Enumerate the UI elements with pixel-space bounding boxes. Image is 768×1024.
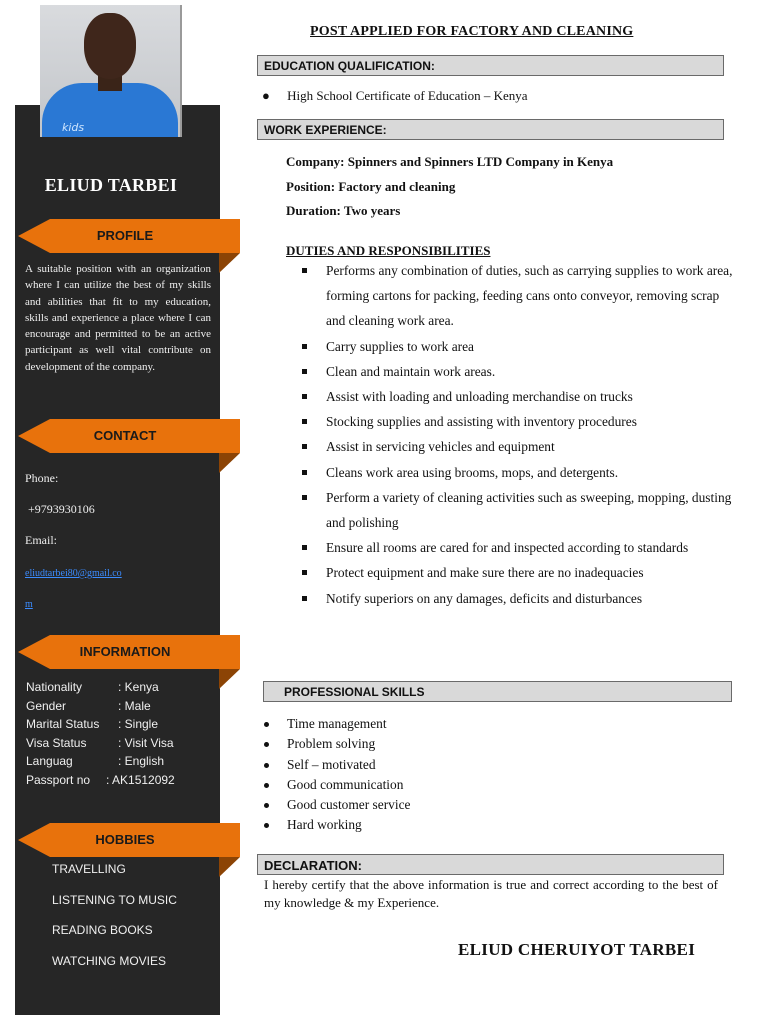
info-row	[26, 773, 216, 792]
info-row	[26, 736, 216, 755]
bullet-icon: ●	[262, 88, 270, 103]
info-key: Visa Status	[26, 735, 87, 750]
square-bullet-icon	[302, 545, 307, 550]
square-bullet-icon	[302, 344, 307, 349]
duty-text: Assist in servicing vehicles and equipment	[326, 439, 555, 455]
info-key: Gender	[26, 698, 67, 713]
email-link-line1[interactable]	[25, 565, 122, 580]
skill-text: Good customer service	[287, 797, 411, 813]
contact-heading: CONTACT	[93, 428, 157, 443]
professional-skills-heading: PROFESSIONAL SKILLS	[263, 681, 732, 702]
info-value: : AK1512092	[106, 772, 175, 787]
phone-number: +9793930106	[28, 502, 95, 516]
post-title: POST APPLIED FOR FACTORY AND CLEANING	[310, 24, 634, 39]
square-bullet-icon	[302, 268, 307, 273]
work-experience-heading: WORK EXPERIENCE:	[257, 119, 724, 140]
hobby-item: READING BOOKS	[52, 923, 153, 937]
declaration-text: I hereby certify that the above information is true and correct according to the best of my knowledge & my Experience.	[264, 877, 718, 910]
info-key: Languag	[26, 754, 73, 769]
skill-text: Problem solving	[287, 736, 376, 752]
info-key: Nationality	[26, 680, 83, 694]
info-row	[26, 754, 216, 773]
hobby-item: TRAVELLING	[52, 862, 126, 876]
skill-item	[262, 714, 410, 734]
skill-item	[262, 795, 410, 815]
duty-item	[300, 334, 740, 359]
profile-heading: PROFILE	[96, 228, 154, 243]
duty-item	[300, 485, 740, 535]
info-value: : Visit Visa	[118, 735, 174, 750]
duty-item	[300, 586, 740, 611]
skills-list	[262, 714, 410, 836]
square-bullet-icon	[302, 570, 307, 575]
bullet-icon	[264, 722, 269, 727]
email-link[interactable]: eliudtarbei80@gmail.co	[25, 568, 122, 579]
education-item	[262, 88, 528, 104]
bullet-icon	[264, 783, 269, 788]
bullet-icon	[264, 742, 269, 747]
duty-text: Performs any combination of duties, such as carrying supplies to work area, forming cartons for packing, feeding cans onto conveyor, removing scrap and cleaning work area.	[326, 263, 733, 329]
skill-text: Time management	[287, 716, 387, 731]
candidate-name: ELIUD TARBEI	[44, 175, 178, 195]
signature-name: ELIUD CHERUIYOT TARBEI	[458, 940, 696, 959]
phone-label: Phone:	[25, 471, 59, 485]
duty-item	[300, 434, 740, 459]
duty-text: Perform a variety of cleaning activities such as sweeping, mopping, dusting and polishing	[326, 489, 732, 531]
square-bullet-icon	[302, 369, 307, 374]
shirt-logo: kids	[62, 121, 85, 134]
skill-item	[262, 734, 410, 754]
duty-item	[300, 359, 740, 384]
bullet-icon	[264, 763, 269, 768]
duty-item	[300, 535, 740, 560]
square-bullet-icon	[302, 444, 307, 449]
duties-title: DUTIES AND RESPONSIBILITIES	[286, 243, 491, 258]
square-bullet-icon	[302, 495, 307, 500]
information-list	[26, 680, 216, 792]
hobby-item: LISTENING TO MUSIC	[52, 892, 177, 907]
square-bullet-icon	[302, 470, 307, 475]
contact-banner	[18, 419, 240, 453]
declaration-heading: DECLARATION:	[257, 854, 724, 875]
info-key: Marital Status	[26, 717, 100, 732]
profile-banner	[18, 219, 240, 253]
email-link-end[interactable]: m	[25, 599, 33, 610]
skill-item	[262, 815, 410, 835]
duty-item	[300, 384, 740, 409]
skill-item	[262, 775, 410, 795]
duty-item	[300, 409, 740, 434]
duty-text: Stocking supplies and assisting with inventory procedures	[326, 414, 637, 430]
square-bullet-icon	[302, 394, 307, 399]
duty-text: Carry supplies to work area	[326, 338, 474, 354]
education-heading: EDUCATION QUALIFICATION:	[257, 55, 724, 76]
position-line: Position: Factory and cleaning	[286, 179, 456, 194]
square-bullet-icon	[302, 419, 307, 424]
bullet-icon	[264, 803, 269, 808]
profile-text: A suitable position with an organization where I can utilize the best of my skills and abilities that fit to my education, skills and experience a place where I can encourage and permitted to be an active participant as well vital contribute on development of the company.	[25, 263, 211, 373]
skill-text: Self – motivated	[287, 756, 376, 772]
information-heading: INFORMATION	[79, 644, 171, 659]
duty-text: Assist with loading and unloading merchandise on trucks	[326, 389, 633, 405]
duty-text: Clean and maintain work areas.	[326, 363, 496, 379]
info-row	[26, 717, 216, 736]
duration-line: Duration: Two years	[286, 203, 401, 218]
info-value: : English	[118, 754, 165, 769]
info-value: : Single	[118, 717, 159, 732]
info-row	[26, 699, 216, 718]
company-line: Company: Spinners and Spinners LTD Company in Kenya	[286, 154, 614, 169]
skill-text: Good communication	[287, 776, 404, 792]
hobbies-banner	[18, 823, 240, 857]
duty-text: Protect equipment and make sure there are no inadequacies	[326, 565, 644, 581]
duty-text: Ensure all rooms are cared for and inspected according to standards	[326, 540, 689, 556]
bullet-icon	[264, 823, 269, 828]
hobbies-heading: HOBBIES	[95, 832, 155, 847]
hobby-item: WATCHING MOVIES	[52, 953, 166, 968]
duty-item	[300, 460, 740, 485]
duty-item	[300, 258, 740, 334]
profile-photo	[40, 5, 182, 137]
education-text: High School Certificate of Education – Kenya	[287, 88, 528, 103]
square-bullet-icon	[302, 596, 307, 601]
duty-text: Cleans work area using brooms, mops, and detergents.	[326, 464, 619, 480]
duties-list	[300, 258, 740, 611]
hobbies-list	[52, 862, 177, 984]
info-row	[26, 680, 216, 699]
information-banner	[18, 635, 240, 669]
info-value: : Male	[118, 698, 151, 713]
skill-text: Hard working	[287, 817, 362, 833]
duty-text: Notify superiors on any damages, deficits and disturbances	[326, 590, 643, 606]
duty-item	[300, 560, 740, 585]
info-value: : Kenya	[118, 680, 159, 694]
email-label: Email:	[25, 533, 57, 547]
email-link-line2[interactable]	[25, 596, 33, 611]
skill-item	[262, 755, 410, 775]
info-key: Passport no	[26, 772, 91, 787]
